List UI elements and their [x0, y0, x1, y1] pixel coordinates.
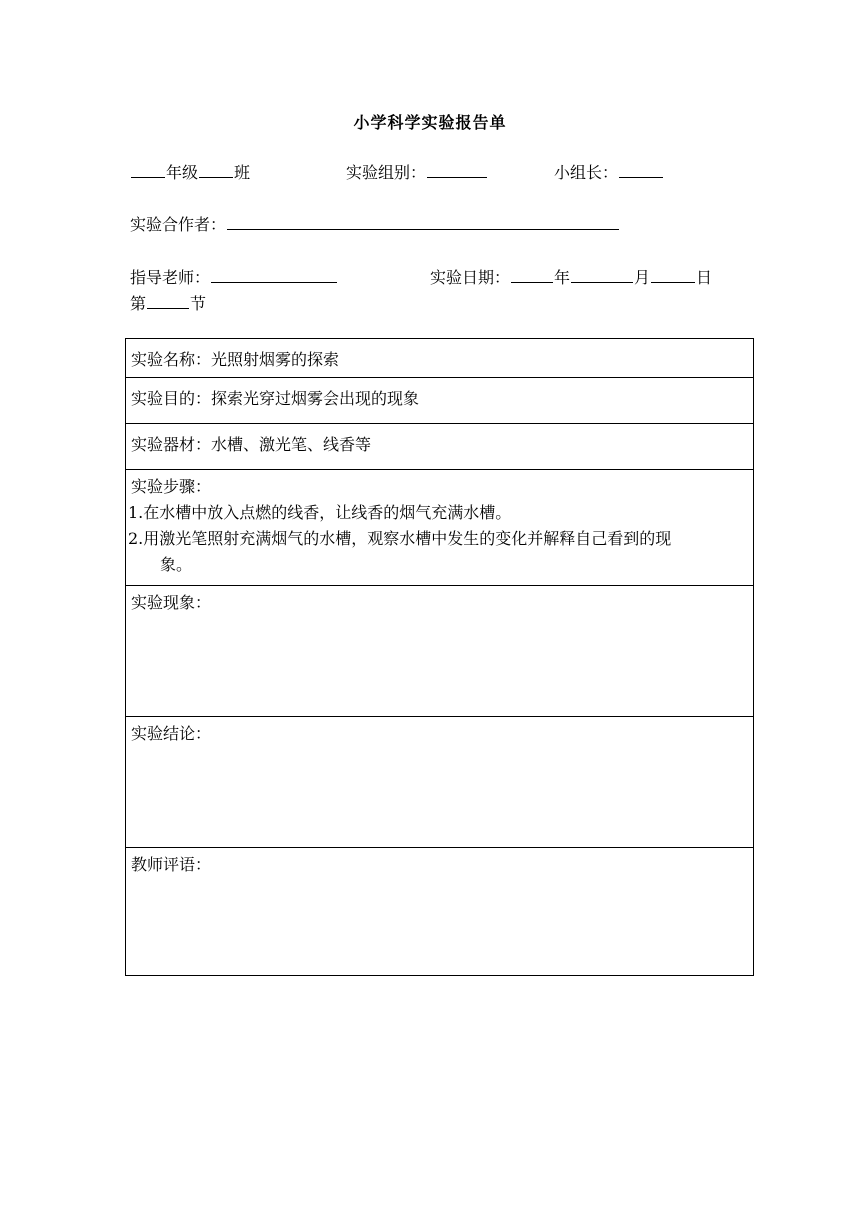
class-info-row [130, 160, 250, 183]
date-row [430, 265, 712, 288]
group-blank[interactable] [427, 163, 487, 178]
conclusion-label: 实验结论： [131, 724, 212, 743]
table-row [126, 470, 754, 586]
year-suffix: 年 [554, 268, 571, 287]
day-blank[interactable] [651, 268, 695, 283]
table-row [126, 586, 754, 717]
teacher-comment-label: 教师评语： [131, 855, 212, 874]
page-title: 小学科学实验报告单 [353, 113, 507, 132]
steps-label: 实验步骤： [131, 477, 212, 496]
table-row [126, 339, 754, 378]
experiment-purpose-cell: 实验目的：探索光穿过烟雾会出现的现象 [126, 378, 754, 424]
year-blank[interactable] [511, 268, 553, 283]
step-1: 1.在水槽中放入点燃的线香，让线香的烟气充满水槽。 [128, 503, 512, 522]
class-suffix: 班 [234, 163, 251, 182]
period-blank[interactable] [147, 294, 189, 309]
report-table [125, 338, 754, 976]
group-label: 实验组别： [346, 163, 427, 182]
phenomenon-cell[interactable] [126, 586, 754, 717]
experiment-steps-cell [126, 470, 754, 586]
date-label: 实验日期： [430, 268, 511, 287]
teacher-blank[interactable] [211, 268, 337, 283]
table-row [126, 424, 754, 470]
period-suffix: 节 [190, 294, 207, 313]
teacher-row [130, 265, 338, 288]
leader-row [554, 160, 664, 183]
grade-suffix: 年级 [166, 163, 199, 182]
month-blank[interactable] [571, 268, 633, 283]
table-row [126, 378, 754, 424]
step-2 [128, 526, 748, 578]
experiment-name-cell: 实验名称：光照射烟雾的探索 [126, 339, 754, 378]
leader-label: 小组长： [554, 163, 619, 182]
class-blank[interactable] [199, 163, 233, 178]
step-2-line-2: 象。 [160, 555, 193, 574]
teacher-label: 指导老师： [130, 268, 211, 287]
table-row [126, 848, 754, 976]
teacher-comment-cell[interactable] [126, 848, 754, 976]
day-suffix: 日 [696, 268, 713, 287]
conclusion-cell[interactable] [126, 717, 754, 848]
experiment-materials-cell: 实验器材：水槽、激光笔、线香等 [126, 424, 754, 470]
period-prefix: 第 [130, 294, 147, 313]
leader-blank[interactable] [619, 163, 663, 178]
step-2-line-1: 2.用激光笔照射充满烟气的水槽，观察水槽中发生的变化并解释自己看到的现 [128, 529, 672, 548]
period-row [130, 291, 206, 314]
month-suffix: 月 [634, 268, 651, 287]
table-row [126, 717, 754, 848]
grade-blank[interactable] [131, 163, 165, 178]
partner-row [130, 212, 620, 235]
group-row [346, 160, 488, 183]
phenomenon-label: 实验现象： [131, 593, 212, 612]
partner-label: 实验合作者： [130, 215, 227, 234]
partner-blank[interactable] [227, 215, 619, 230]
